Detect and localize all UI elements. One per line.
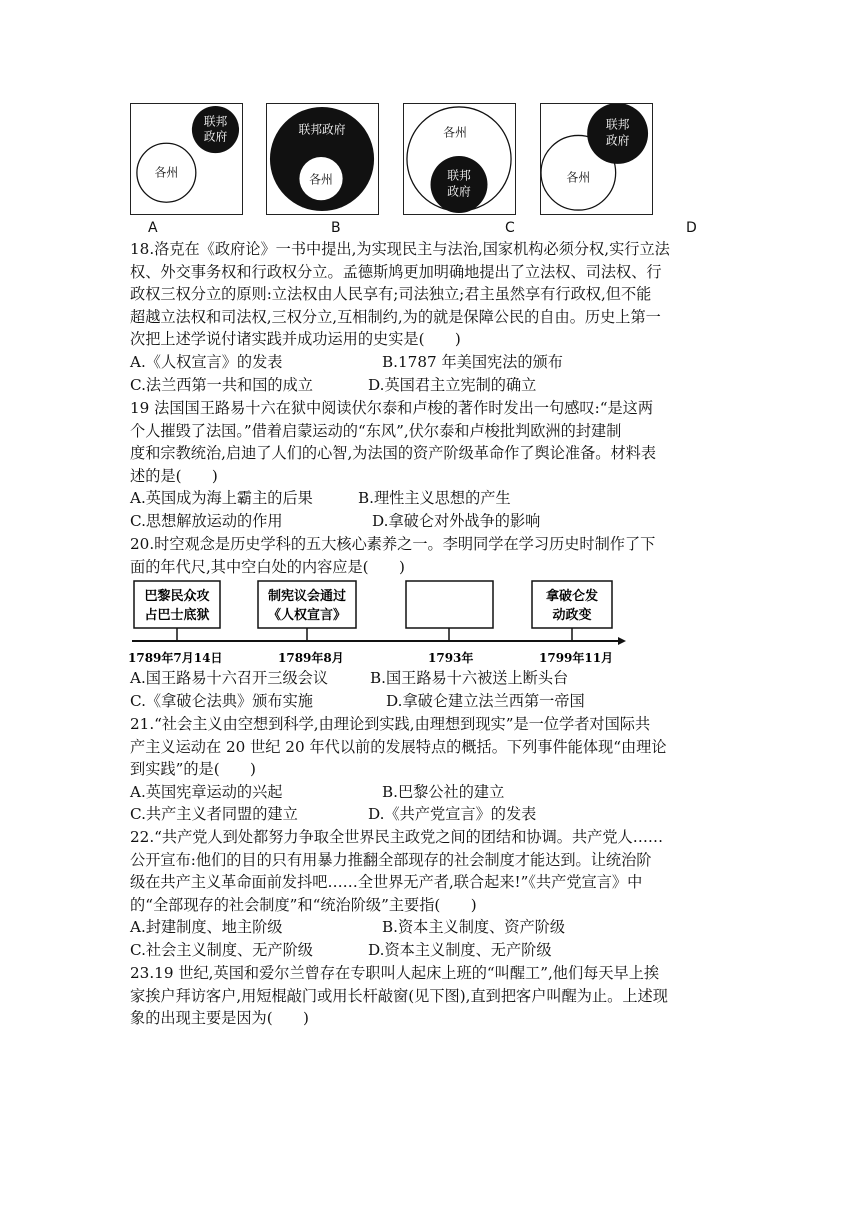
q21-options-row-2 (130, 803, 740, 826)
q18-option-b: B.1787 年美国宪法的颁布 (382, 352, 563, 371)
q20-options-row-2 (130, 690, 740, 713)
question-20 (130, 533, 740, 578)
q22-option-d: D.资本主义制度、无产阶级 (368, 940, 552, 959)
figure-d (540, 103, 653, 215)
question-20-options (130, 667, 740, 712)
q20-line: 面的年代尺,其中空白处的内容应是( ) (130, 557, 405, 576)
figure-b-label: B (331, 220, 341, 236)
q22-option-b: B.资本主义制度、资产阶级 (382, 918, 566, 937)
q20-option-d: D.拿破仑建立法兰西第一帝国 (386, 691, 585, 710)
q18-line: 权、外交事务权和行政权分立。孟德斯鸠更加明确地提出了立法权、司法权、行 (130, 262, 662, 281)
figure-a (130, 103, 243, 215)
question-18 (130, 238, 740, 396)
q23-line: 家挨户拜访客户,用短棍敲门或用长杆敲窗(见下图),直到把客户叫醒为止。上述现 (130, 986, 668, 1005)
q19-line: 个人摧毁了法国。”借着启蒙运动的“东风”,伏尔泰和卢梭批判欧洲的封建制 (130, 421, 622, 440)
q19-line: 19 法国国王路易十六在狱中阅读伏尔泰和卢梭的著作时发出一句感叹:“是这两 (130, 399, 654, 417)
q18-option-d: D.英国君主立宪制的确立 (368, 375, 537, 394)
timeline-event-text: 动政变 (552, 608, 592, 623)
q18-line: 18.洛克在《政府论》一书中提出,为实现民主与法治,国家机构必须分权,实行立法 (130, 240, 670, 258)
q19-option-b: B.理性主义思想的产生 (358, 489, 511, 508)
q23-line: 23.19 世纪,英国和爱尔兰曾存在专职叫人起床上班的“叫醒工”,他们每天早上挨 (130, 964, 660, 982)
q21-line: 产主义运动在 20 世纪 20 年代以前的发展特点的概括。下列事件能体现“由理论 (130, 737, 667, 756)
q21-options-row-1 (130, 781, 740, 804)
q19-options-row-1 (130, 487, 740, 510)
q23-line: 象的出现主要是因为( ) (130, 1009, 309, 1028)
federal-label-1: 联邦 (605, 117, 630, 132)
q18-option-c: C.法兰西第一共和国的成立 (130, 375, 313, 394)
federal-label-1: 联邦 (203, 114, 228, 129)
states-label: 各州 (443, 125, 467, 140)
question-21 (130, 713, 740, 826)
figure-d-label: D (686, 220, 697, 236)
states-label: 各州 (309, 172, 333, 187)
q22-option-a: A.封建制度、地主阶级 (130, 918, 283, 937)
figure-b (266, 103, 379, 215)
q18-line: 超越立法权和司法权,三权分立,互相制约,为的就是保障公民的自由。历史上第一 (130, 307, 661, 326)
question-23 (130, 962, 740, 1030)
q18-options-row-1 (130, 351, 740, 374)
q18-options-row-2 (130, 374, 740, 397)
timeline-date: 1789年7月14日 (128, 651, 223, 665)
q22-line: 级在共产主义革命面前发抖吧……全世界无产者,联合起来!”《共产党宣言》中 (130, 873, 643, 892)
q22-option-c: C.社会主义制度、无产阶级 (130, 940, 313, 959)
federal-label-2: 政府 (605, 133, 630, 148)
question-22 (130, 826, 740, 962)
timeline-date: 1793年 (428, 651, 474, 665)
figure-c-diagram (404, 104, 515, 214)
federal-label: 联邦政府 (298, 122, 346, 137)
states-label: 各州 (566, 170, 591, 185)
timeline-event-text: 巴黎民众攻 (144, 589, 210, 604)
figure-d-diagram (541, 104, 652, 214)
q20-line: 20.时空观念是历史学科的五大核心素养之一。李明同学在学习历史时制作了下 (130, 535, 656, 553)
q18-line: 次把上述学说付诸实践并成功运用的史实是( ) (130, 330, 461, 349)
q19-line: 述的是( ) (130, 466, 218, 485)
figure-c-label: C (505, 220, 515, 236)
figure-c (403, 103, 516, 215)
figure-a-label: A (148, 220, 158, 236)
timeline-event-text: 拿破仑发 (545, 589, 599, 604)
q21-option-a: A.英国宪章运动的兴起 (130, 782, 283, 801)
q19-option-a: A.英国成为海上霸主的后果 (130, 489, 313, 508)
q21-line: 21.“社会主义由空想到科学,由理论到实践,由理想到现实”是一位学者对国际共 (130, 715, 651, 733)
timeline-event-text: 制宪议会通过 (267, 589, 347, 604)
federal-label-2: 政府 (203, 129, 228, 144)
q22-line: 公开宣布:他们的目的只有用暴力推翻全部现存的社会制度才能达到。让统治阶 (130, 850, 652, 869)
timeline-event-text: 《人权宣言》 (267, 608, 347, 623)
q19-options-row-2 (130, 510, 740, 533)
timeline-blank-box (406, 581, 493, 628)
q22-options-row-2 (130, 939, 740, 962)
q21-line: 到实践”的是( ) (130, 760, 256, 779)
timeline-date: 1789年8月 (278, 651, 344, 665)
q20-option-a: A.国王路易十六召开三级会议 (130, 669, 329, 687)
figure-a-diagram (131, 104, 242, 214)
question-19 (130, 397, 740, 533)
q20-option-b: B.国王路易十六被送上断头台 (370, 669, 569, 687)
figure-b-diagram (267, 104, 378, 214)
q19-line: 度和宗教统治,启迪了人们的心智,为法国的资产阶级革命作了舆论准备。材料表 (130, 444, 657, 463)
q20-option-c: C.《拿破仑法典》颁布实施 (130, 691, 313, 710)
q19-option-c: C.思想解放运动的作用 (130, 511, 283, 530)
timeline-arrow-icon (618, 637, 626, 645)
q22-line: 22.“共产党人到处都努力争取全世界民主政党之间的团结和协调。共产党人…… (130, 828, 664, 846)
q19-option-d: D.拿破仑对外战争的影响 (372, 511, 541, 530)
timeline (128, 578, 628, 668)
states-label: 各州 (154, 165, 179, 180)
q20-options-row-1 (130, 667, 740, 690)
timeline-date: 1799年11月 (539, 651, 614, 665)
q18-line: 政权三权分立的原则:立法权由人民享有;司法独立;君主虽然享有行政权,但不能 (130, 285, 652, 304)
q21-option-b: B.巴黎公社的建立 (382, 782, 505, 801)
q21-option-d: D.《共产党宣言》的发表 (368, 805, 537, 824)
q18-option-a: A.《人权宣言》的发表 (130, 352, 283, 371)
q22-line: 的“全部现存的社会制度”和“统治阶级”主要指( ) (130, 895, 477, 914)
q22-options-row-1 (130, 916, 740, 939)
q21-option-c: C.共产主义者同盟的建立 (130, 805, 298, 824)
federal-label-1: 联邦 (447, 168, 471, 183)
timeline-event-text: 占巴士底狱 (144, 608, 210, 623)
federal-label-2: 政府 (447, 184, 471, 199)
